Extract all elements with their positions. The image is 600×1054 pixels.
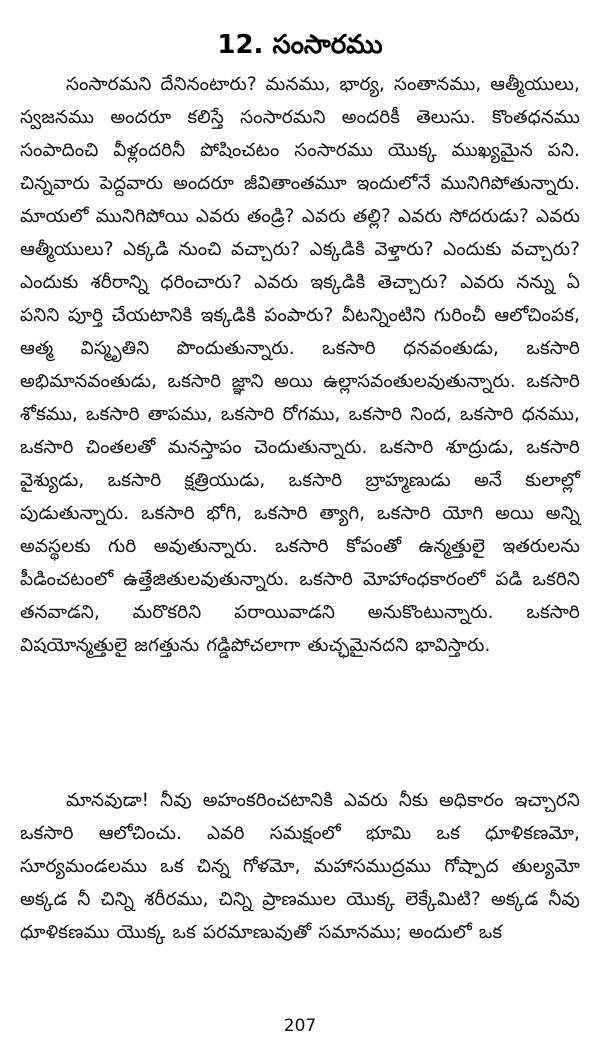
page-number: 207	[283, 1016, 317, 1036]
chapter-title: 12. సంసారము	[217, 30, 383, 61]
paragraph-2: మానవుడా! నీవు అహంకరించటానికి ఎవరు నీకు అధికారం ఇచ్చారని ఒకసారి ఆలోచించు. ఎవరి సమక్షంలో భూమి ఒక ధూళికణమో, సూర్యమండలము ఒక చిన్న గోళమో, మహాసముద్రము గోష్పాద తుల్యమో అక్కడ నీ చిన్ని శరీరము, చిన్ని ప్రాణముల యొక్క లెక్కేమిటి? అక్కడ నీవు ధూళికణము యొక్క ఒక పరమాణువుతో సమానము; అందులో ఒక	[20, 790, 580, 943]
paragraph-1: సంసారమని దేనినంటారు? మనము, భార్య, సంతానము, ఆత్మీయులు, స్వజనము అందరూ కలిస్తే సంసారమని అందరికీ తెలుసు. కొంతధనము సంపాదించి వీళ్లందరినీ పోషించటం సంసారము యొక్క ముఖ్యమైన పని. చిన్నవారు పెద్దవారు అందరూ జీవితాంతమూ ఇందులోనే మునిగిపోతున్నారు. మాయలో మునిగిపోయి ఎవరు తండ్రి? ఎవరు తల్లి? ఎవరు సోదరుడు? ఎవరు ఆత్మీయులు? ఎక్కడి నుంచి వచ్చారు? ఎక్కడికి వెళ్తారు? ఎందుకు వచ్చారు? ఎందుకు శరీరాన్ని ధరించారు? ఎవరు ఇక్కడికి తెచ్చారు? ఎవరు నన్ను ఏ పనిని పూర్తి చేయటానికి ఇక్కడికి పంపారు? వీటన్నింటిని గురించీ ఆలోచింపక, ఆత్మ విస్మృతిని పొందుతున్నారు. ఒకసారి ధనవంతుడు, ఒకసారి అభిమానవంతుడు, ఒకసారి జ్ఞాని అయి ఉల్లాసవంతులవుతున్నారు. ఒకసారి శోకము, ఒకసారి తాపము, ఒకసారి రోగము, ఒకసారి నింద, ఒకసారి ధనము, ఒకసారి చింతలతో మనస్తాపం చెందుతున్నారు. ఒకసారి శూద్రుడు, ఒకసారి వైశ్యుడు, ఒకసారి క్షత్రియుడు, ఒకసారి బ్రాహ్మణుడు అనే కులాల్లో పుడుతున్నారు. ఒకసారి భోగి, ఒకసారి త్యాగి, ఒకసారి యోగి అయి అన్ని అవస్థలకు గురి అవుతున్నారు. ఒకసారి కోపంతో ఉన్మత్తులై ఇతరులను పీడించటంలో ఉత్తేజితులవుతున్నారు. ఒకసారి మోహాంధకారంలో పడి ఒకరిని తనవాడని, మరొకరిని పరాయివాడని అనుకొంటున్నారు. ఒకసారి విషయోన్మత్తులై జగత్తును గడ్డిపోచలాగా తుచ్ఛమైనదని భావిస్తారు.	[20, 74, 580, 656]
